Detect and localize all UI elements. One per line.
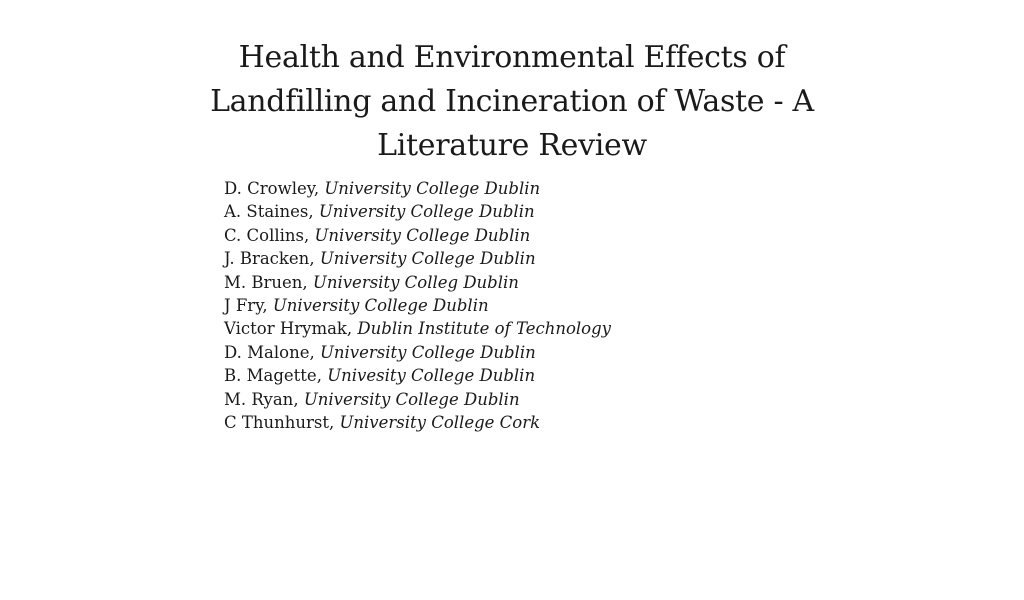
paper-title: Health and Environmental Effects of Landfilling and Incineration of Waste - A Literature Review: [210, 40, 814, 163]
author-entry: A. Staines, University College Dublin: [224, 202, 535, 222]
author-entry: J. Bracken, University College Dublin: [224, 249, 536, 269]
author-entry: Victor Hrymak, Dublin Institute of Technology: [224, 319, 611, 339]
author-name: C Thunhurst: [224, 413, 329, 433]
author-name: B. Magette: [224, 366, 317, 386]
author-name: D. Crowley: [224, 179, 314, 198]
author-affiliation: University College Dublin: [319, 249, 536, 269]
author-affiliation: University College Dublin: [303, 389, 520, 409]
author-name: J Fry: [224, 296, 263, 316]
author-name: C. Collins: [224, 225, 305, 245]
author-affiliation: Univesity College Dublin: [327, 366, 536, 386]
author-entry: M. Bruen, University Colleg Dublin: [224, 272, 519, 292]
author-entry: J Fry, University College Dublin: [224, 296, 489, 316]
author-name: Victor Hrymak: [224, 319, 347, 339]
author-affiliation: University College Dublin: [272, 296, 489, 316]
author-affiliation: University College Dublin: [318, 202, 535, 222]
author-affiliation: University College Dublin: [314, 225, 531, 245]
author-entry: D. Crowley, University College Dublin: [224, 179, 541, 198]
author-entry: M. Ryan, University College Dublin: [224, 389, 520, 409]
author-affiliation: University Colleg Dublin: [312, 272, 519, 292]
author-name: M. Ryan: [224, 389, 294, 409]
author-affiliation: University College Dublin: [324, 179, 541, 198]
author-affiliation: University College Dublin: [319, 342, 536, 362]
author-name: M. Bruen: [224, 272, 303, 292]
author-entry: D. Malone, University College Dublin: [224, 342, 536, 362]
author-list: [224, 177, 611, 434]
author-entry: B. Magette, Univesity College Dublin: [224, 366, 536, 386]
author-affiliation: University College Cork: [339, 413, 541, 433]
author-entry: C. Collins, University College Dublin: [224, 225, 531, 245]
author-name: D. Malone: [224, 342, 310, 362]
author-entry: C Thunhurst, University College Cork: [224, 413, 541, 433]
author-name: J. Bracken: [224, 249, 310, 269]
author-affiliation: Dublin Institute of Technology: [357, 319, 611, 339]
author-name: A. Staines: [224, 202, 309, 222]
